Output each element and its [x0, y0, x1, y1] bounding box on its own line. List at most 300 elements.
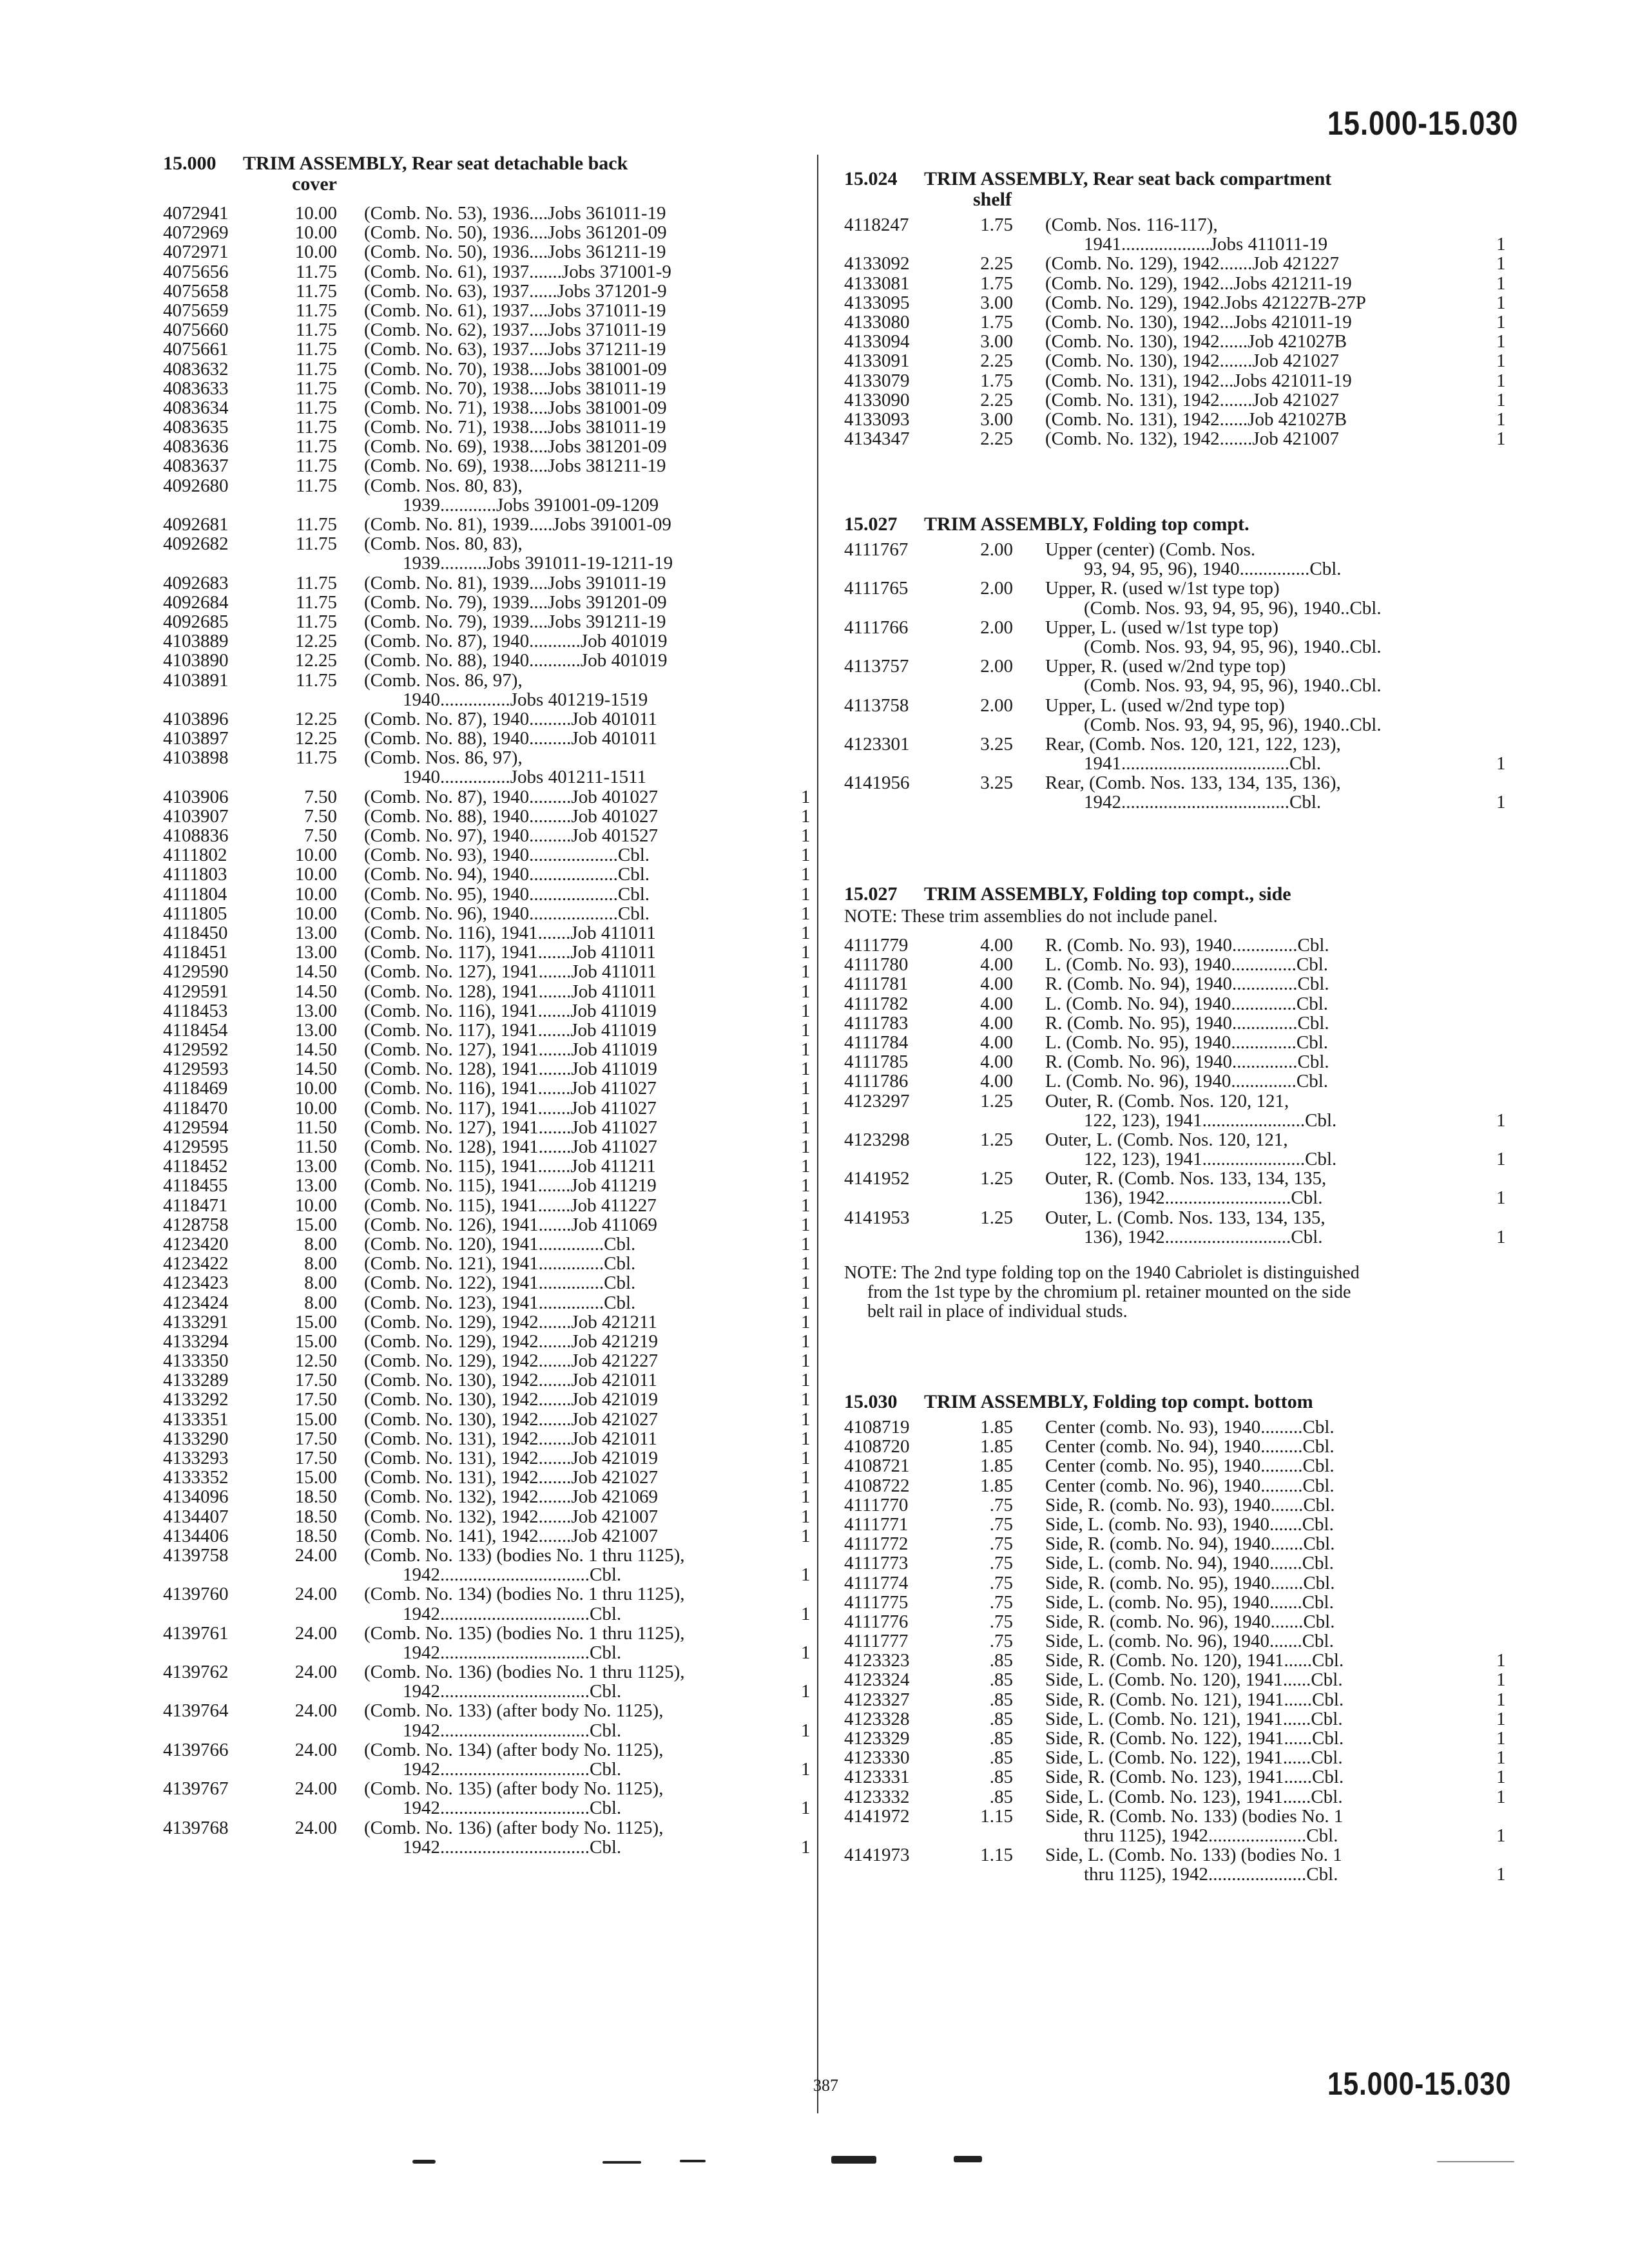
description: Side, R. (comb. No. 95), 1940.......Cbl. [1045, 1572, 1335, 1593]
section-number: 15.024 [844, 168, 898, 189]
description: (Comb. No. 70), 1938....Jobs 381001-09 [364, 358, 667, 380]
table-row [163, 709, 814, 729]
price: .75 [989, 1631, 1013, 1652]
price: 11.75 [295, 358, 337, 380]
table-row [844, 1476, 1508, 1495]
table-row [844, 994, 1508, 1014]
description: (Comb. No. 130), 1942.......Job 421027 [364, 1408, 658, 1430]
description: 1942................................Cbl. [403, 1564, 622, 1586]
table-row [163, 495, 814, 515]
part-number: 4103890 [163, 650, 229, 671]
description: (Comb. No. 50), 1936....Jobs 361201-09 [364, 222, 667, 244]
table-row [844, 1111, 1508, 1130]
part-number: 4133080 [844, 311, 910, 332]
part-number: 4129593 [163, 1059, 229, 1080]
part-number: 4075659 [163, 300, 229, 321]
table-row [844, 773, 1508, 793]
quantity: 1 [801, 1564, 811, 1586]
description: 93, 94, 95, 96), 1940...............Cbl. [1084, 559, 1342, 580]
table-row [163, 1838, 814, 1857]
price: 15.00 [294, 1331, 337, 1352]
parts-list [844, 1418, 1508, 1885]
part-number: 4111774 [844, 1572, 909, 1593]
description: (Comb. No. 121), 1941..............Cbl. [364, 1253, 636, 1274]
scan-mark [602, 2161, 641, 2164]
quantity: 1 [1496, 234, 1506, 255]
description: (Comb. No. 129), 1942.......Job 421211 [364, 1311, 657, 1332]
section-title: TRIM ASSEMBLY, Folding top compt., side [924, 883, 1291, 905]
price: 3.00 [980, 408, 1013, 430]
description: 1940...............Jobs 401219-1519 [403, 689, 648, 710]
table-row [844, 1091, 1508, 1111]
price: 10.00 [294, 1078, 337, 1099]
price: 11.75 [295, 591, 337, 613]
part-number: 4083635 [163, 417, 229, 438]
price: 11.75 [295, 300, 337, 321]
table-row [163, 729, 814, 748]
price: 17.50 [294, 1448, 337, 1468]
price: 7.50 [304, 805, 337, 827]
part-number: 4111779 [844, 935, 909, 956]
quantity: 1 [1496, 792, 1506, 813]
quantity: 1 [801, 786, 811, 807]
table-row [844, 1631, 1508, 1651]
price: 15.00 [294, 1408, 337, 1430]
description: (Comb. No. 128), 1941.......Job 411027 [364, 1137, 657, 1157]
description: L. (Comb. No. 96), 1940..............Cbl. [1045, 1071, 1329, 1092]
table-row [163, 1370, 814, 1390]
part-number: 4072941 [163, 203, 229, 224]
part-number: 4108722 [844, 1475, 910, 1496]
part-number: 4123324 [844, 1669, 910, 1691]
description: 1942................................Cbl. [403, 1720, 622, 1741]
quantity: 1 [801, 1214, 811, 1235]
description: 1939..........Jobs 391011-19-1211-19 [403, 553, 673, 574]
parts-list [844, 215, 1508, 448]
quantity: 1 [801, 1448, 811, 1468]
quantity: 1 [801, 1097, 811, 1119]
description: 136), 1942...........................Cbl. [1084, 1226, 1323, 1247]
table-row [844, 410, 1508, 429]
section-title: TRIM ASSEMBLY, Rear seat detachable back [243, 153, 628, 174]
quantity: 1 [801, 1253, 811, 1274]
quantity: 1 [801, 864, 811, 885]
table-row [163, 418, 814, 437]
price: 13.00 [294, 1000, 337, 1021]
part-number: 4103898 [163, 747, 229, 769]
table-row [844, 293, 1508, 312]
table-row [163, 1196, 814, 1215]
part-number: 4123424 [163, 1292, 229, 1313]
description: (Comb. No. 117), 1941.......Job 411019 [364, 1019, 657, 1041]
description: (Comb. No. 61), 1937....Jobs 371011-19 [364, 300, 666, 321]
parts-list [844, 936, 1508, 1247]
price: 13.00 [294, 942, 337, 963]
part-number: 4123297 [844, 1090, 910, 1111]
quantity: 1 [1496, 1825, 1506, 1846]
part-number: 4111772 [844, 1533, 909, 1555]
description: (Comb. No. 130), 1942.......Job 421027 [1045, 351, 1339, 372]
quantity: 1 [1496, 1187, 1506, 1209]
table-row [163, 1818, 814, 1838]
part-number: 4111776 [844, 1611, 909, 1632]
description: R. (Comb. No. 93), 1940..............Cbl. [1045, 935, 1329, 956]
page-header: 15.000-15.030 [1327, 105, 1519, 142]
section-header [844, 169, 1331, 210]
part-number: 4075661 [163, 339, 229, 360]
description: Outer, L. (Comb. Nos. 120, 121, [1045, 1129, 1288, 1150]
quantity: 1 [1496, 408, 1506, 430]
table-row [844, 1767, 1508, 1787]
price: 12.25 [294, 728, 337, 749]
price: 11.75 [295, 280, 337, 302]
description: (Comb. No. 132), 1942.......Job 421007 [364, 1506, 658, 1527]
part-number: 4139764 [163, 1700, 229, 1722]
price: 15.00 [294, 1311, 337, 1332]
part-number: 4139766 [163, 1739, 229, 1760]
part-number: 4111786 [844, 1071, 909, 1092]
price: 17.50 [294, 1428, 337, 1449]
part-number: 4111771 [844, 1514, 909, 1535]
description: Rear, (Comb. Nos. 120, 121, 122, 123), [1045, 733, 1341, 754]
description: Upper, L. (used w/2nd type top) [1045, 695, 1285, 716]
part-number: 4139762 [163, 1662, 229, 1683]
table-row [163, 456, 814, 476]
quantity: 1 [801, 1137, 811, 1157]
part-number: 4141973 [844, 1845, 910, 1866]
part-number: 4111782 [844, 993, 909, 1014]
description: (Comb. No. 63), 1937....Jobs 371211-19 [364, 339, 666, 360]
table-row [163, 1546, 814, 1565]
table-row [163, 748, 814, 767]
part-number: 4075660 [163, 320, 229, 341]
description: (Comb. No. 120), 1941..............Cbl. [364, 1233, 636, 1254]
quantity: 1 [801, 1331, 811, 1352]
part-number: 4092683 [163, 572, 229, 593]
table-row [163, 1526, 814, 1546]
description: (Comb. No. 122), 1941..............Cbl. [364, 1273, 636, 1294]
price: 11.75 [295, 378, 337, 399]
part-number: 4129594 [163, 1117, 229, 1138]
quantity: 1 [1496, 1864, 1506, 1885]
part-number: 4108719 [844, 1417, 910, 1437]
price: 11.75 [295, 456, 337, 477]
price: 1.75 [980, 311, 1013, 332]
part-number: 4123328 [844, 1708, 910, 1729]
part-number: 4103907 [163, 805, 229, 827]
section-number: 15.027 [844, 514, 898, 535]
description: (Comb. No. 117), 1941.......Job 411027 [364, 1097, 657, 1119]
quantity: 1 [1496, 351, 1506, 372]
price: 11.75 [295, 397, 337, 418]
part-number: 4129595 [163, 1137, 229, 1157]
quantity: 1 [1496, 311, 1506, 332]
description: Side, L. (Comb. No. 123), 1941......Cbl. [1045, 1786, 1343, 1807]
description: (Comb. No. 141), 1942.......Job 421007 [364, 1525, 658, 1546]
quantity: 1 [801, 1370, 811, 1391]
description: (Comb. No. 79), 1939....Jobs 391201-09 [364, 591, 667, 613]
table-row [163, 1235, 814, 1254]
quantity: 1 [801, 1798, 811, 1819]
description: (Comb. No. 94), 1940...................Cbl. [364, 864, 650, 885]
left-parts-list [163, 204, 814, 1857]
description: (Comb. No. 133) (bodies No. 1 thru 1125), [364, 1544, 685, 1566]
part-number: 4118471 [163, 1195, 228, 1216]
table-row [163, 553, 814, 573]
table-row [163, 1254, 814, 1273]
description: (Comb. No. 87), 1940.........Job 401027 [364, 786, 658, 807]
description: (Comb. No. 130), 1942......Job 421027B [1045, 331, 1347, 352]
page-number: 387 [813, 2076, 838, 2095]
part-number: 4108721 [844, 1456, 910, 1477]
price: 8.00 [304, 1273, 337, 1294]
table-row [844, 1651, 1508, 1670]
price: 11.75 [295, 475, 337, 496]
price: 15.00 [294, 1467, 337, 1488]
part-number: 4133352 [163, 1467, 229, 1488]
description: (Comb. No. 132), 1942.......Job 421069 [364, 1486, 658, 1508]
description: 122, 123), 1941......................Cbl. [1084, 1110, 1337, 1131]
quantity: 1 [1496, 1767, 1506, 1788]
part-number: 4141953 [844, 1207, 910, 1228]
part-number: 4111805 [163, 903, 227, 924]
part-number: 4111765 [844, 578, 909, 599]
part-number: 4111775 [844, 1591, 909, 1613]
part-number: 4083636 [163, 436, 229, 457]
table-row [844, 579, 1508, 598]
table-row [844, 429, 1508, 448]
quantity: 1 [801, 1389, 811, 1410]
table-row [163, 767, 814, 787]
price: .75 [989, 1611, 1013, 1632]
part-number: 4103891 [163, 669, 229, 691]
part-number: 4139758 [163, 1544, 229, 1566]
description: Center (comb. No. 96), 1940.........Cbl. [1045, 1475, 1335, 1496]
part-number: 4111770 [844, 1494, 909, 1515]
price: 24.00 [294, 1739, 337, 1760]
table-row [163, 360, 814, 379]
description: 1940...............Jobs 401211-1511 [403, 767, 647, 788]
part-number: 4141972 [844, 1805, 910, 1827]
description: Outer, R. (Comb. Nos. 120, 121, [1045, 1090, 1289, 1111]
price: .85 [989, 1728, 1013, 1749]
part-number: 4111780 [844, 954, 909, 975]
table-row [844, 1149, 1508, 1169]
footnote-line: from the 1st type by the chromium pl. retainer mounted on the side [867, 1282, 1351, 1303]
description: (Comb. No. 128), 1941.......Job 411011 [364, 981, 657, 1002]
part-number: 4123331 [844, 1767, 910, 1788]
quantity: 1 [801, 1525, 811, 1546]
table-row [844, 1748, 1508, 1767]
part-number: 4118455 [163, 1175, 228, 1196]
quantity: 1 [801, 1408, 811, 1430]
description: (Comb. Nos. 93, 94, 95, 96), 1940..Cbl. [1084, 636, 1382, 657]
table-row [163, 1643, 814, 1662]
quantity: 1 [801, 1311, 811, 1332]
scan-mark [680, 2160, 706, 2162]
part-number: 4133294 [163, 1331, 229, 1352]
description: (Comb. No. 129), 1942...Jobs 421211-19 [1045, 273, 1352, 294]
table-row [163, 1448, 814, 1468]
description: R. (Comb. No. 96), 1940..............Cbl. [1045, 1052, 1329, 1073]
part-number: 4129590 [163, 961, 229, 983]
price: .75 [989, 1572, 1013, 1593]
part-number: 4113757 [844, 656, 909, 677]
price: .85 [989, 1708, 1013, 1729]
part-number: 4123422 [163, 1253, 229, 1274]
table-row [163, 1468, 814, 1487]
table-row [844, 1826, 1508, 1845]
price: 13.00 [294, 922, 337, 943]
price: 10.00 [294, 1195, 337, 1216]
description: (Comb. No. 127), 1941.......Job 411027 [364, 1117, 657, 1138]
table-row [163, 1351, 814, 1370]
description: Upper, L. (used w/1st type top) [1045, 617, 1279, 638]
table-row [844, 1573, 1508, 1593]
quantity: 1 [1496, 1708, 1506, 1729]
description: 122, 123), 1941......................Cbl. [1084, 1149, 1337, 1170]
part-number: 4118469 [163, 1078, 228, 1099]
price: 17.50 [294, 1370, 337, 1391]
part-number: 4092684 [163, 591, 229, 613]
table-row [163, 1721, 814, 1740]
quantity: 1 [801, 883, 811, 905]
table-row [163, 690, 814, 709]
table-row [163, 962, 814, 981]
part-number: 4111804 [163, 883, 227, 905]
part-number: 4133079 [844, 370, 910, 391]
part-number: 4133293 [163, 1448, 229, 1468]
price: .85 [989, 1669, 1013, 1691]
part-number: 4118451 [163, 942, 228, 963]
description: (Comb. No. 87), 1940...........Job 401019 [364, 631, 668, 652]
price: 2.00 [980, 695, 1013, 716]
description: (Comb. No. 129), 1942.......Job 421227 [1045, 253, 1339, 274]
page-footer: 15.000-15.030 [1327, 2066, 1512, 2102]
quantity: 1 [801, 1292, 811, 1313]
price: 10.00 [294, 883, 337, 905]
quantity: 1 [801, 1681, 811, 1702]
price: 11.75 [295, 533, 337, 555]
description: (Comb. No. 131), 1942......Job 421027B [1045, 408, 1347, 430]
table-row [844, 215, 1508, 235]
part-number: 4111803 [163, 864, 227, 885]
table-row [844, 618, 1508, 637]
part-number: 4118452 [163, 1156, 228, 1177]
table-row [163, 631, 814, 651]
table-row [163, 1584, 814, 1604]
table-row [844, 955, 1508, 974]
part-number: 4133290 [163, 1428, 229, 1449]
part-number: 4133081 [844, 273, 910, 294]
quantity: 1 [801, 903, 811, 924]
part-number: 4108836 [163, 825, 229, 846]
quantity: 1 [801, 845, 811, 866]
section-header [844, 884, 1291, 905]
table-row [163, 612, 814, 631]
description: (Comb. No. 87), 1940.........Job 401011 [364, 708, 657, 729]
price: 2.25 [980, 428, 1013, 450]
part-number: 4108720 [844, 1436, 910, 1457]
quantity: 1 [801, 1467, 811, 1488]
table-row [163, 223, 814, 242]
part-number: 4111802 [163, 845, 227, 866]
table-row [163, 826, 814, 845]
description: (Comb. No. 134) (bodies No. 1 thru 1125), [364, 1584, 685, 1605]
price: 1.15 [980, 1845, 1013, 1866]
table-row [163, 515, 814, 534]
section-number: 15.030 [844, 1391, 898, 1412]
table-row [844, 332, 1508, 351]
table-row [844, 1593, 1508, 1612]
part-number: 4123329 [844, 1728, 910, 1749]
table-row [163, 340, 814, 359]
price: 24.00 [294, 1662, 337, 1683]
price: 18.50 [294, 1525, 337, 1546]
part-number: 4118470 [163, 1097, 228, 1119]
table-row [163, 301, 814, 320]
table-row [844, 1670, 1508, 1689]
description: Side, L. (comb. No. 93), 1940.......Cbl. [1045, 1514, 1334, 1535]
quantity: 1 [801, 825, 811, 846]
part-number: 4075658 [163, 280, 229, 302]
description: Upper (center) (Comb. Nos. [1045, 539, 1256, 560]
price: 11.75 [295, 417, 337, 438]
price: .75 [989, 1533, 1013, 1555]
table-row [163, 1410, 814, 1429]
price: 1.25 [980, 1168, 1013, 1189]
description: Outer, L. (Comb. Nos. 133, 134, 135, [1045, 1207, 1325, 1228]
description: (Comb. No. 128), 1941.......Job 411019 [364, 1059, 657, 1080]
part-number: 4133093 [844, 408, 910, 430]
section-title-cont: cover [292, 173, 337, 195]
table-row [163, 534, 814, 553]
table-row [163, 1565, 814, 1584]
table-row [163, 1624, 814, 1643]
quantity: 1 [1496, 1110, 1506, 1131]
part-number: 4103889 [163, 631, 229, 652]
column-divider [817, 155, 818, 2113]
part-number: 4133289 [163, 1370, 229, 1391]
table-row [844, 974, 1508, 994]
table-row [844, 793, 1508, 812]
description: L. (Comb. No. 93), 1940..............Cbl. [1045, 954, 1329, 975]
price: 11.75 [295, 611, 337, 632]
part-number: 4118454 [163, 1019, 228, 1041]
part-number: 4128758 [163, 1214, 229, 1235]
description: (Comb. No. 70), 1938....Jobs 381011-19 [364, 378, 666, 399]
description: (Comb. No. 136) (after body No. 1125), [364, 1817, 664, 1838]
quantity: 1 [801, 1428, 811, 1449]
description: Side, R. (Comb. No. 122), 1941......Cbl. [1045, 1728, 1344, 1749]
table-row [163, 923, 814, 943]
quantity: 1 [1496, 428, 1506, 450]
price: 1.15 [980, 1805, 1013, 1827]
part-number: 4123332 [844, 1786, 910, 1807]
price: 11.75 [295, 261, 337, 282]
quantity: 1 [801, 981, 811, 1002]
table-row [844, 1456, 1508, 1475]
description: (Comb. No. 88), 1940.........Job 401011 [364, 728, 657, 749]
table-row [844, 540, 1508, 559]
part-number: 4118453 [163, 1000, 228, 1021]
quantity: 1 [801, 1836, 811, 1858]
description: R. (Comb. No. 94), 1940..............Cbl. [1045, 974, 1329, 995]
section-title: TRIM ASSEMBLY, Folding top compt. bottom [924, 1391, 1313, 1412]
table-row [163, 1176, 814, 1195]
price: 24.00 [294, 1778, 337, 1800]
quantity: 1 [1496, 1669, 1506, 1691]
